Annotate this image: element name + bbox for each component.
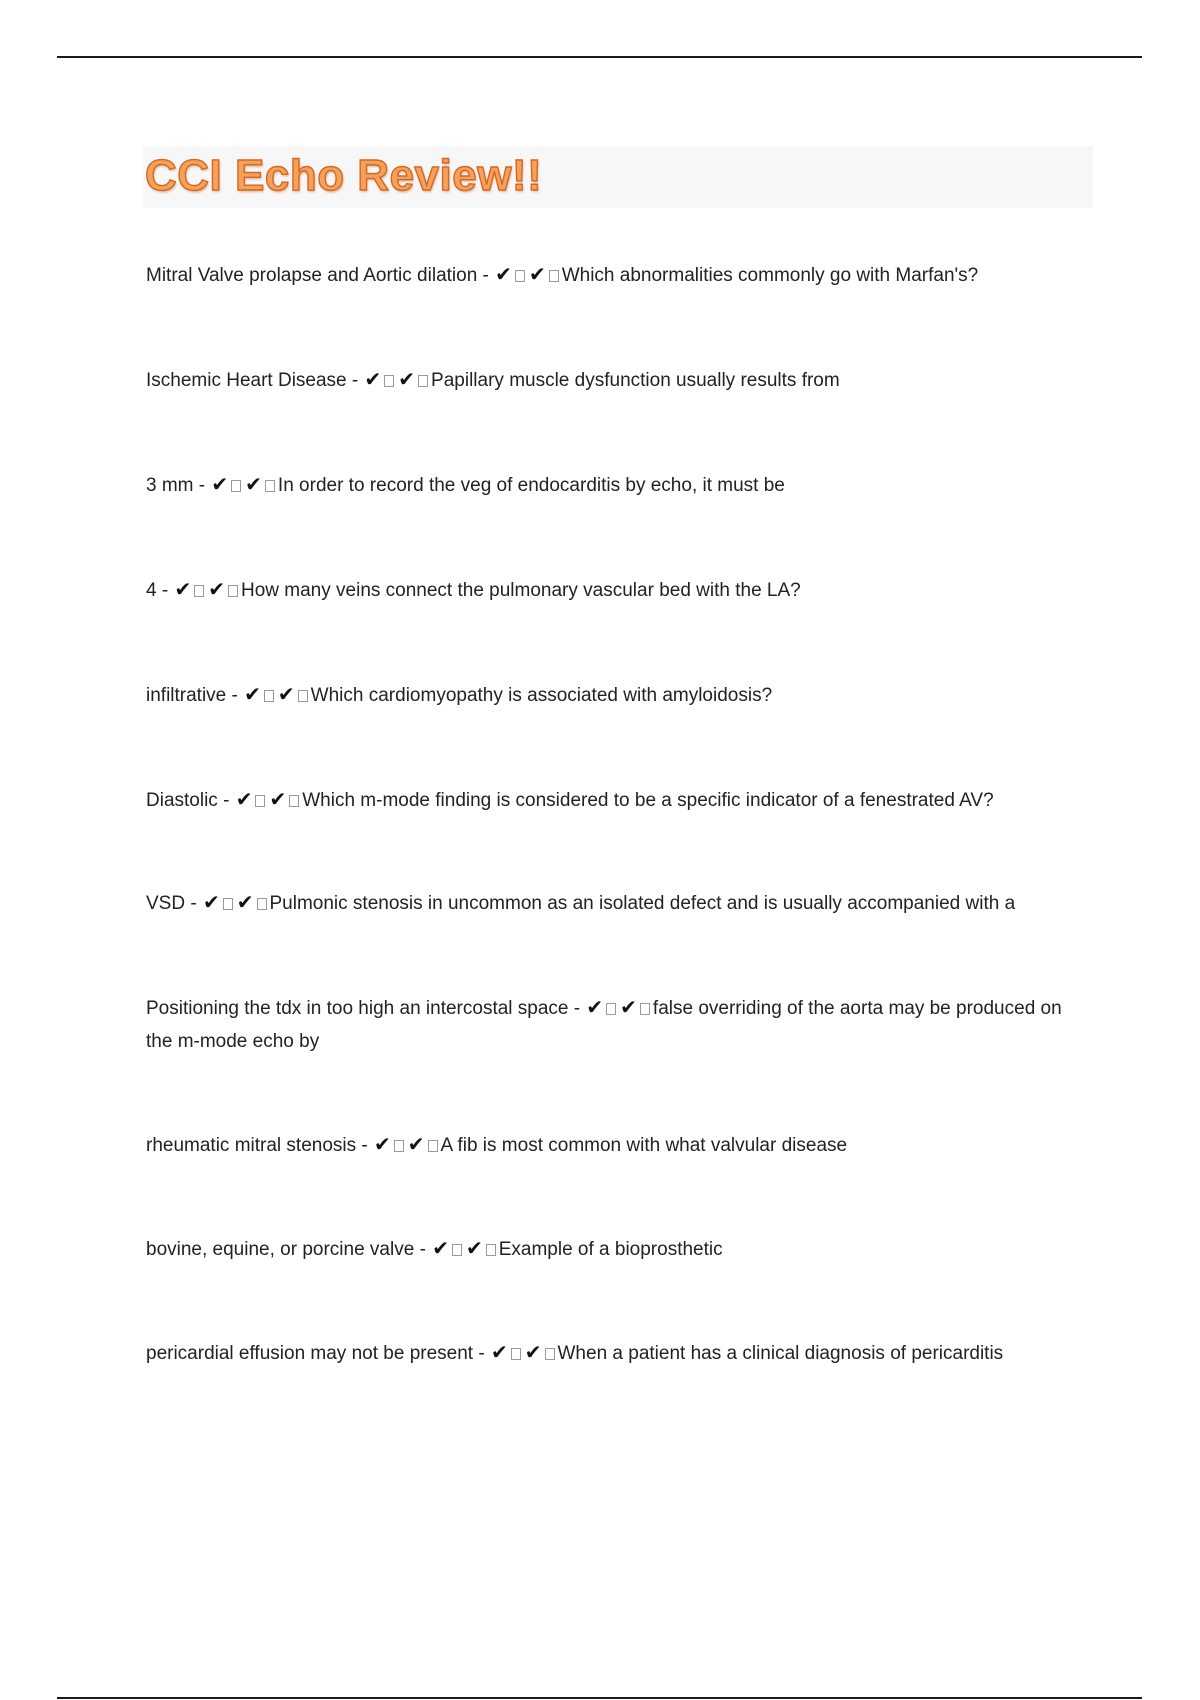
missing-glyph-box-icon — [428, 1140, 438, 1152]
checkmark-icon: ✔ — [490, 1340, 508, 1364]
flashcard-question: Pulmonic stenosis in uncommon as an isolated defect and is usually accompanied with a — [269, 893, 1016, 914]
flashcard-row — [146, 886, 1086, 920]
flashcard-row — [146, 363, 1086, 397]
checkmark-icon: ✔ — [277, 682, 295, 706]
missing-glyph-box-icon — [486, 1244, 496, 1256]
missing-glyph-box-icon — [640, 1003, 650, 1015]
document-title: CCI Echo Review!! — [145, 151, 543, 200]
checkmark-icon: ✔ — [528, 262, 546, 286]
missing-glyph-box-icon — [298, 690, 308, 702]
checkmark-icon: ✔ — [202, 890, 220, 914]
answer-question-separator: - — [473, 1343, 490, 1364]
flashcard-row — [146, 1336, 1086, 1370]
top-rule — [57, 56, 1142, 58]
flashcard-answer: 4 — [146, 580, 157, 601]
missing-glyph-box-icon — [255, 795, 265, 807]
checkmark-icon: ✔ — [374, 1132, 391, 1156]
flashcard-row — [146, 678, 1086, 712]
flashcard-answer: Ischemic Heart Disease — [146, 370, 347, 391]
missing-glyph-box-icon — [384, 375, 394, 387]
answer-question-separator: - — [217, 790, 235, 811]
checkmark-icon: ✔ — [407, 1132, 425, 1156]
checkmark-icon: ✔ — [524, 1340, 542, 1364]
flashcard-question: How many veins connect the pulmonary vascular bed with the LA? — [241, 580, 801, 601]
flashcard-answer: rheumatic mitral stenosis — [146, 1135, 357, 1156]
checkmark-icon: ✔ — [495, 262, 512, 286]
flashcard-row — [146, 991, 1086, 1058]
flashcard-question: Which abnormalities commonly go with Marfan's? — [561, 265, 979, 286]
checkmark-icon: ✔ — [245, 472, 262, 496]
flashcard-answer: Mitral Valve prolapse and Aortic dilation — [146, 265, 478, 286]
checkmark-icon: ✔ — [586, 995, 604, 1019]
flashcard-answer: Positioning the tdx in too high an intercostal space — [146, 998, 569, 1019]
answer-question-separator: - — [477, 265, 495, 286]
missing-glyph-box-icon — [418, 375, 428, 387]
missing-glyph-box-icon — [515, 270, 525, 282]
answer-question-separator: - — [414, 1239, 432, 1260]
checkmark-icon: ✔ — [364, 367, 382, 391]
missing-glyph-box-icon — [289, 795, 299, 807]
flashcard-answer: infiltrative — [146, 685, 227, 706]
missing-glyph-box-icon — [606, 1003, 616, 1015]
flashcard-answer: 3 mm — [146, 475, 194, 496]
checkmark-icon: ✔ — [235, 787, 253, 811]
flashcard-row — [146, 468, 1086, 502]
checkmark-icon: ✔ — [432, 1236, 449, 1260]
flashcard-answer: pericardial effusion may not be present — [146, 1343, 474, 1364]
flashcard-answer: Diastolic — [146, 790, 218, 811]
missing-glyph-box-icon — [265, 480, 275, 492]
flashcard-row — [146, 1128, 1086, 1162]
missing-glyph-box-icon — [545, 1348, 555, 1360]
flashcard-question: Which cardiomyopathy is associated with amyloidosis? — [310, 685, 773, 706]
missing-glyph-box-icon — [228, 585, 238, 597]
checkmark-icon: ✔ — [174, 577, 192, 601]
flashcard-question: When a patient has a clinical diagnosis of pericarditis — [557, 1343, 1004, 1364]
missing-glyph-box-icon — [452, 1244, 462, 1256]
flashcard-question: In order to record the veg of endocarditis by echo, it must be — [277, 475, 785, 496]
flashcard-row — [146, 258, 1086, 292]
flashcard-question: Example of a bioprosthetic — [498, 1239, 723, 1260]
answer-question-separator: - — [568, 998, 586, 1019]
checkmark-icon: ✔ — [244, 682, 261, 706]
answer-question-separator: - — [226, 685, 244, 706]
bottom-rule — [57, 1697, 1142, 1699]
flashcard-question: Papillary muscle dysfunction usually results from — [431, 370, 840, 391]
checkmark-icon: ✔ — [208, 577, 225, 601]
flashcard-row — [146, 783, 1086, 817]
answer-question-separator: - — [356, 1135, 374, 1156]
missing-glyph-box-icon — [549, 270, 559, 282]
answer-question-separator: - — [156, 580, 174, 601]
checkmark-icon: ✔ — [269, 787, 287, 811]
missing-glyph-box-icon — [264, 690, 274, 702]
missing-glyph-box-icon — [231, 480, 241, 492]
missing-glyph-box-icon — [394, 1140, 404, 1152]
flashcard-row — [146, 573, 1086, 607]
flashcard-question: Which m-mode finding is considered to be a specific indicator of a fenestrated AV? — [302, 790, 994, 811]
flashcard-question: false overriding of the aorta may be produced on the m-mode echo by — [146, 998, 1062, 1052]
flashcard-answer: bovine, equine, or porcine valve — [146, 1239, 415, 1260]
checkmark-icon: ✔ — [398, 367, 416, 391]
checkmark-icon: ✔ — [620, 995, 637, 1019]
missing-glyph-box-icon — [257, 898, 267, 910]
answer-question-separator: - — [185, 893, 202, 914]
answer-question-separator: - — [193, 475, 211, 496]
missing-glyph-box-icon — [511, 1348, 521, 1360]
checkmark-icon: ✔ — [465, 1236, 483, 1260]
flashcard-answer: VSD — [146, 893, 186, 914]
flashcard-row — [146, 1232, 1086, 1266]
checkmark-icon: ✔ — [211, 472, 229, 496]
answer-question-separator: - — [346, 370, 364, 391]
missing-glyph-box-icon — [194, 585, 204, 597]
missing-glyph-box-icon — [223, 898, 233, 910]
checkmark-icon: ✔ — [236, 890, 254, 914]
flashcard-question: A fib is most common with what valvular disease — [440, 1135, 848, 1156]
